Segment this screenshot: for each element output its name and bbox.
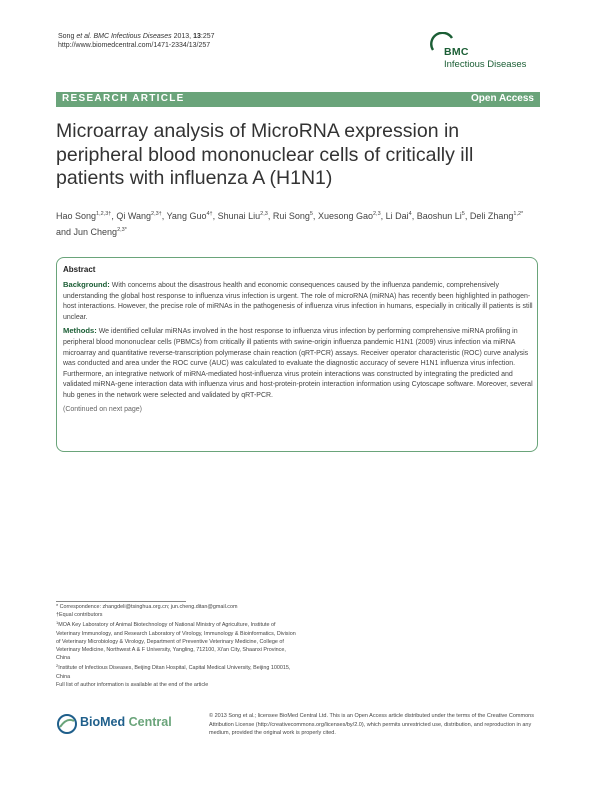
author-affiliation-marker: 2,3 [372,211,381,217]
open-access-label: Open Access [471,93,534,104]
affiliation-1: $^1$MOA Key Laboratory of Animal Biotechnology of National Ministry of Agriculture, Institute of Veterinary Immunology, and Research Laboratory of Virology, Immunology & Bioinformatics, Division of Veterinary Microbiology & Virology, Department of Preventive Veterinary Medicine, College of Veterinary Medicine, Northwest A & F University, Yangling, 712100, Xi'an City, Shaanxi Province, China [56,620,296,662]
citation-line: Song et al. BMC Infectious Diseases 2013, 13:257 [58,33,215,40]
author-name: Qi Wang [116,211,152,221]
correspondence: * Correspondence: zhangdeli@tsinghua.org.cn; jun.cheng.ditan@gmail.com [56,604,238,610]
author-name: Hao Song [56,211,97,221]
affiliation-2: $^2$Institute of Infectious Diseases, Beijing Ditan Hospital, Capital Medical University, Beijing 100015, China [56,663,291,680]
abstract-methods: Methods: We identified cellular miRNAs involved in the host response to influenza virus infection by performing comprehensive miRNA profiling in peripheral blood mononuclear cells (PBMCs) from critically ill patients with swine-origin influenza pandemic H1N1 (2009) virus infection via miRNA microarray and quantitative reverse-transcription polymerase chain reaction (qRT-PCR) assays. Receiver operator characteristic (ROC) curve analysis was conducted and area under the ROC curve (AUC) was calculated to evaluate the diagnostic accuracy of severe H1N1 influenza virus infection. Furthermore, an integrative network of miRNA-mediated host-influenza virus protein interactions was constructed by integrating the predicted and validated miRNA-gene interaction data with influenza virus and host-protein-protein interaction information using Cytoscape software. Moreover, several hub genes in the network were selected and validated by qRT-PCR. [63,326,533,399]
biomed-central-logo-icon [56,713,78,735]
continued-note: (Continued on next page) [63,405,142,413]
author-name: Shunai Liu [217,211,261,221]
background-label: Background: [63,280,110,289]
abstract-body [63,280,533,418]
author-affiliation-marker: 1,2,3† [96,211,112,217]
author-name: Li Dai [385,211,409,221]
article-url[interactable]: http://www.biomedcentral.com/1471-2334/13/257 [58,42,211,49]
author-affiliation-marker: 1,2* [513,211,524,217]
citation [58,32,215,50]
license-statement: © 2013 Song et al.; licensee BioMed Central Ltd. This is an Open Access article distributed under the terms of the Creative Commons Attribution License (http://creativecommons.org/licenses/by/2.0), which permits unrestricted use, distribution, and reproduction in any medium, provided the original work is properly cited. [209,713,534,737]
author-name: Xuesong Gao [317,211,373,221]
abstract-heading: Abstract [63,265,96,274]
author-list: Hao Song$^{1,2,3\dagger}$, Qi Wang$^{2,3\dagger}$, Yang Guo$^{4\dagger}$, Shunai Liu$^{2,3}$, Rui Song$^5$, Xuesong Gao$^{2,3}$, Li Dai$^4$, Baoshun Li$^5$, Deli Zhang$^{1,2*}$ and Jun Cheng$^{2,3*}$ [56,211,524,237]
publisher-name-part2: Central [125,715,172,729]
logo-journal: Infectious Diseases [444,59,527,70]
footnotes [56,603,296,689]
author-affiliation-marker: 5 [309,211,313,217]
author-name: Yang Guo [166,211,207,221]
article-banner [56,92,540,107]
author-affiliation-marker: 4† [206,211,213,217]
methods-label: Methods: [63,326,97,336]
footnote-rule [56,601,186,602]
article-type: RESEARCH ARTICLE [62,93,185,104]
author-name: Rui Song [272,211,310,221]
author-name: Baoshun Li [416,211,462,221]
biomed-central-logo [56,712,186,736]
author-info-note: Full list of author information is available at the end of the article [56,681,209,688]
article-title: Microarray analysis of MicroRNA expression in peripheral blood mononuclear cells of critically ill patients with influenza A (H1N1) [56,120,474,189]
abstract-box [56,257,538,452]
abstract-background: Background: With concerns about the disastrous health and economic consequences caused by the influenza pandemic, comprehensively understanding the global host response to influenza virus infection is urgent. The role of microRNA (miRNA) has recently been highlighted in pathogen-host interactions. However, the precise role of miRNAs in the pathogenesis of influenza virus infection in humans, especially in critically ill patients is still unclear. [63,280,533,321]
author-name: Deli Zhang [469,211,514,221]
author-affiliation-marker: 2,3† [151,211,162,217]
author-affiliation-marker: 4 [408,211,412,217]
author-affiliation-marker: 5 [461,211,465,217]
equal-contributors: †Equal contributors [56,612,103,619]
author-name: Jun Cheng [73,226,118,237]
journal-logo [430,30,550,80]
author-affiliation-marker: 2,3 [260,211,268,217]
publisher-name-part1: BioMed [80,715,126,729]
author-affiliation-marker: 2,3* [117,226,127,233]
logo-brand: BMC [444,46,469,58]
